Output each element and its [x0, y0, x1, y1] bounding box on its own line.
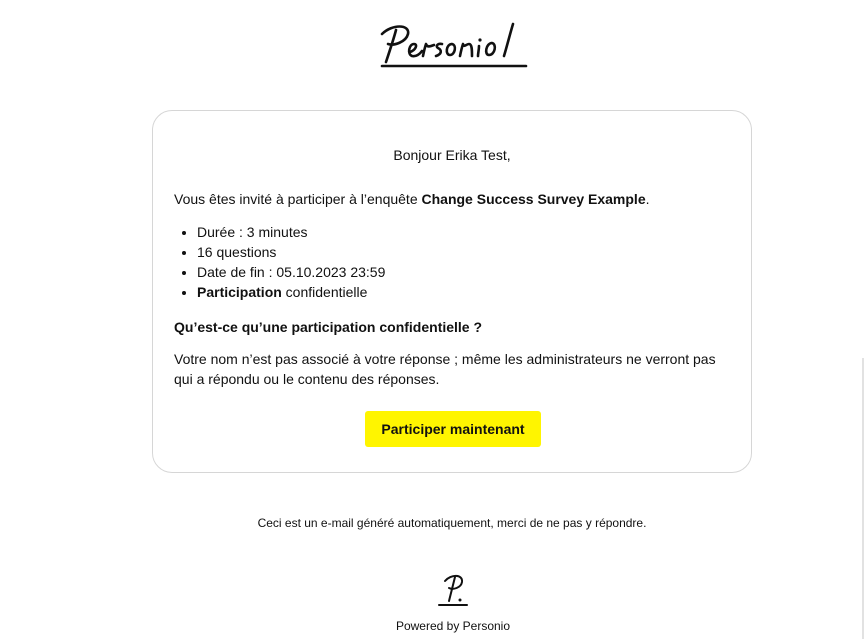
survey-invitation-card [152, 110, 752, 473]
auto-generated-notice: Ceci est un e-mail généré automatiquement, merci de ne pas y répondre. [257, 516, 647, 530]
detail-participation [197, 282, 385, 302]
survey-details-list [174, 222, 385, 302]
personio-p-mark-icon [436, 573, 470, 609]
participate-now-button[interactable]: Participer maintenant [365, 411, 541, 447]
greeting-text: Bonjour Erika Test, [393, 147, 511, 163]
powered-by-text: Powered by Personio [395, 619, 511, 633]
intro-prefix: Vous êtes invité à participer à l’enquête [174, 191, 422, 207]
participation-label: Participation [197, 284, 282, 300]
survey-name: Change Success Survey Example [421, 191, 646, 207]
detail-questions: • 16 questions [197, 242, 385, 262]
confidential-question-heading: Qu’est-ce qu’une participation confidentielle ? [174, 319, 483, 335]
participation-value: confidentielle [281, 284, 368, 300]
detail-duration: • Durée : 3 minutes [197, 222, 385, 242]
detail-end-date: • Date de fin : 05.10.2023 23:59 [197, 262, 385, 282]
intro-text [174, 190, 650, 208]
intro-suffix: . [645, 191, 650, 207]
confidential-explanation: Votre nom n’est pas associé à votre réponse ; même les administrateurs ne verront pas qui a répondu ou le contenu des réponses. [174, 351, 716, 387]
personio-logo-icon [376, 20, 532, 74]
